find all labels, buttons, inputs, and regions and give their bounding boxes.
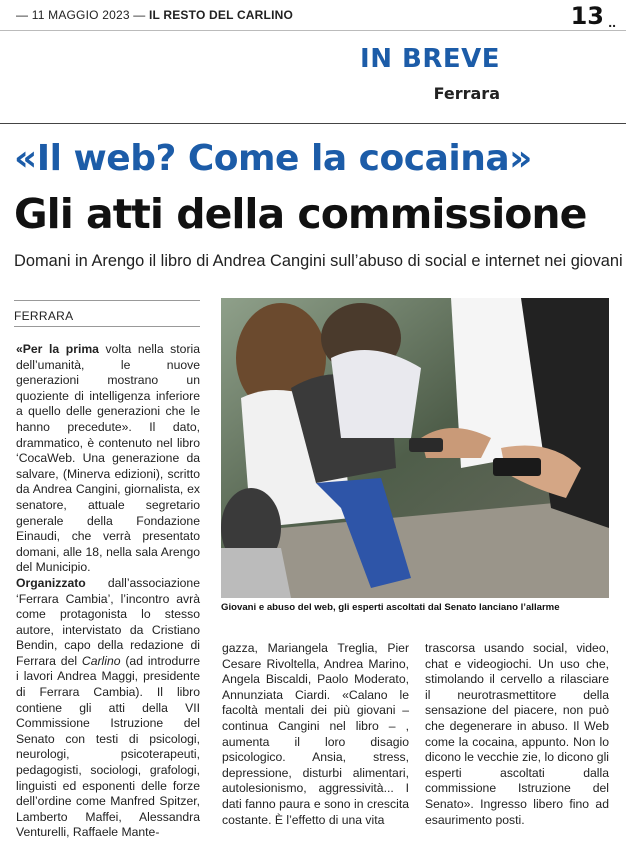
article-photo bbox=[221, 298, 609, 598]
paragraph-1-text: volta nella storia dell’umanità, le nuove generazioni mostrano un quoziente di intelligenza inferiore a quello delle generazioni che le hanno precedute». Il dato, drammatico, è contenuto nel libro ‘CocaWeb. Una generazione da salvare, (Minerva edizioni), scritto da Andrea Cangini, giornalista, ex senatore, attuale segretario generale della Fondazione Einaudi, che verrà presentato domani, alle 18, nella sala Arengo del Municipio. bbox=[16, 342, 200, 575]
article-dateline: FERRARA bbox=[14, 300, 200, 323]
lead-in-1: «Per la prima bbox=[16, 342, 99, 356]
page-number: 13 bbox=[570, 2, 604, 30]
column-3-text: trascorsa usando social, video, chat e videogiochi. Un uso che, stimolando il cervello a rilasciare il neurotrasmettitore della sensazione del piacere, non può che degenerare in abuso. Il Web come la cocaina, appunto. Non lo dicono le vecchie zie, lo dicono gli esperti ascoltati dalla commissione Istruzione del Senato». Ingresso libero fino ad esaurimento posti. bbox=[425, 641, 609, 827]
article-column-3 bbox=[425, 641, 609, 828]
header-divider bbox=[0, 30, 626, 31]
dateline-divider bbox=[14, 326, 200, 327]
section-title: IN BREVE bbox=[360, 44, 500, 74]
article-column-1 bbox=[16, 342, 200, 841]
section-city: Ferrara bbox=[433, 84, 500, 103]
photo-illustration bbox=[221, 298, 609, 598]
article-subhead: Domani in Arengo il libro di Andrea Cangini sull’abuso di social e internet nei giovani bbox=[14, 252, 623, 270]
column-2-text: gazza, Mariangela Treglia, Pier Cesare Rivoltella, Andrea Marino, Angela Biscaldi, Paolo Moderato, Annunziata Ciardi. «Calano le facoltà mentali dei più giovani – continua Cangini nel libro – , aumenta il loro disagio psicologico. Ansia, stress, depressione, disturbi alimentari, autolesionismo, aggressività... I dati fanno paura e sono in crescita costante. È l’effetto di una vita bbox=[222, 641, 409, 827]
issue-dateline bbox=[16, 8, 293, 22]
issue-date: — 11 MAGGIO 2023 — bbox=[16, 8, 146, 22]
paragraph-2-text-cont: (ad introdurre i lavori Andrea Maggi, presidente di Ferrara Cambia). Il libro contiene gli atti della VII Commissione Istruzione del Senato con testi di psicologi, neurologi, psicoterapeuti, pedagogisti, sociologi, grafologi, linguisti ed esponenti delle forze dell’ordine come Manfred Spitzer, Lamberto Maffei, Alessandra Venturelli, Raffaele Mante- bbox=[16, 653, 200, 840]
paragraph-1 bbox=[16, 342, 200, 576]
article-kicker: «Il web? Come la cocaina» bbox=[14, 138, 532, 179]
article-column-2 bbox=[222, 641, 409, 828]
section-divider bbox=[0, 123, 626, 124]
newspaper-name: IL RESTO DEL CARLINO bbox=[148, 8, 293, 22]
photo-caption: Giovani e abuso del web, gli esperti ascoltati dal Senato lanciano l’allarme bbox=[221, 602, 560, 613]
page-header bbox=[0, 0, 626, 34]
lead-in-2: Organizzato bbox=[16, 575, 86, 590]
newspaper-reference: Carlino bbox=[81, 653, 121, 668]
page-number-dots: .. bbox=[608, 14, 616, 30]
article-headline: Gli atti della commissione bbox=[14, 190, 587, 238]
paragraph-2 bbox=[16, 576, 200, 841]
paragraph-2-text: dall’associazione ‘Ferrara Cambia’, l’incontro avrà come protagonista lo stesso autore, intervistato da Cristiano Bendin, capo della redazione di Ferrara del bbox=[16, 575, 200, 668]
